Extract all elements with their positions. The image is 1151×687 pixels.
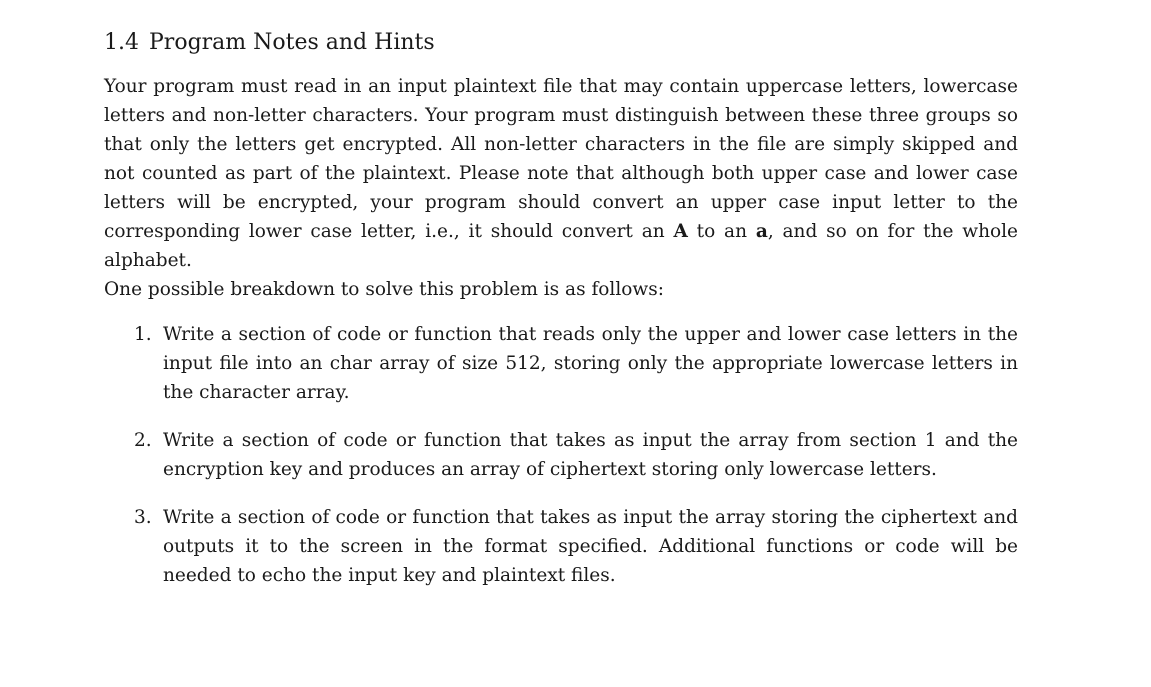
intro-text-part2: to an xyxy=(687,221,756,242)
intro-text-part3: , and so on for the whole alphabet. xyxy=(104,221,1019,271)
section-title: Program Notes and Hints xyxy=(149,30,435,55)
list-item xyxy=(134,503,1018,590)
steps-list xyxy=(104,320,1018,590)
list-item xyxy=(134,426,1018,484)
section-heading xyxy=(104,26,1018,60)
list-item-text: Write a section of code or function that reads only the upper and lower case letters in the input file into an char array of size 512, storing only the appropriate lowercase letters in the character array. xyxy=(163,324,1018,403)
intro-bold-uppercase: A xyxy=(673,221,688,242)
intro-paragraph xyxy=(104,72,1018,275)
list-item-marker: 1. xyxy=(134,324,152,345)
list-item-text: Write a section of code or function that takes as input the array storing the ciphertext and outputs it to the screen in the format specified. Additional functions or code will be needed to echo the input key and plaintext files. xyxy=(163,507,1018,586)
intro-text-part1: Your program must read in an input plaintext file that may contain uppercase letters, lowercase letters and non-letter characters. Your program must distinguish between these three groups so that only the letters get encrypted. All non-letter characters in the file are simply skipped and not counted as part of the plaintext. Please note that although both upper case and lower case letters will be encrypted, your program should convert an upper case input letter to the corresponding lower case letter, i.e., it should convert an xyxy=(104,76,1018,242)
list-item-marker: 3. xyxy=(134,507,152,528)
section-number: 1.4 xyxy=(104,30,139,55)
list-item-marker: 2. xyxy=(134,430,152,451)
list-item xyxy=(134,320,1018,407)
document-page xyxy=(104,26,1018,609)
breakdown-intro: One possible breakdown to solve this problem is as follows: xyxy=(104,279,664,300)
intro-bold-lowercase: a xyxy=(755,221,768,242)
list-item-text: Write a section of code or function that takes as input the array from section 1 and the encryption key and produces an array of ciphertext storing only lowercase letters. xyxy=(163,430,1018,480)
